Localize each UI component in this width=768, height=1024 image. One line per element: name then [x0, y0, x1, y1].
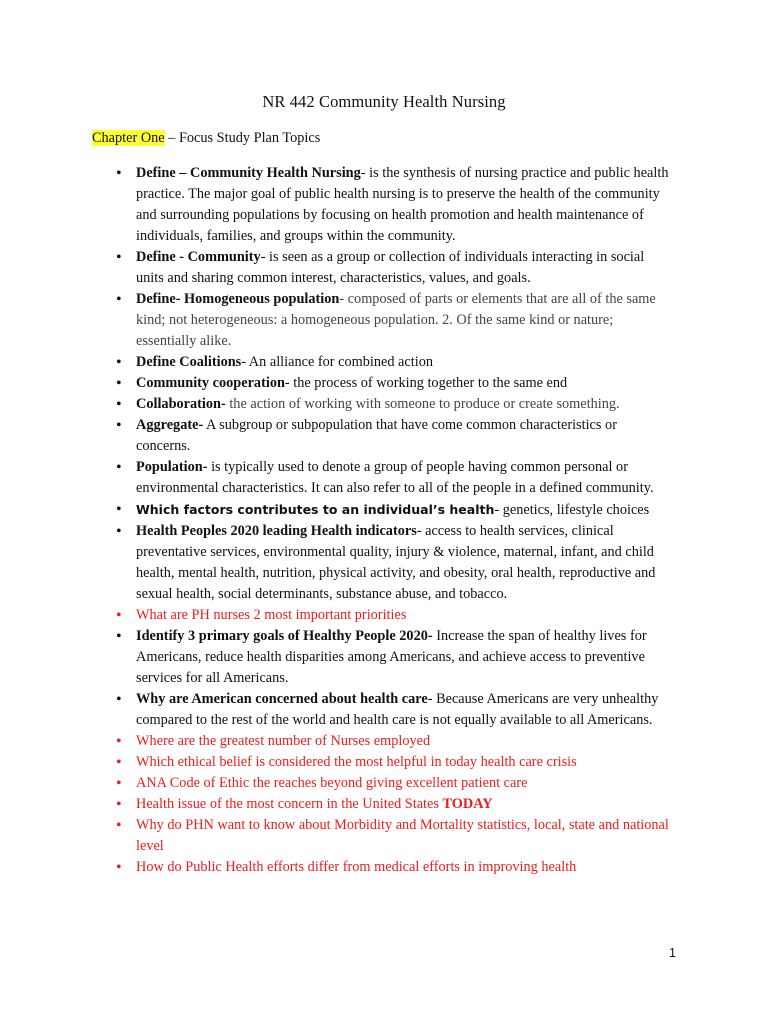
question-text: Why do PHN want to know about Morbidity and Mortality statistics, local, state and national level — [136, 817, 669, 854]
topic-text: - genetics, lifestyle choices — [494, 502, 650, 518]
list-item — [0, 415, 768, 457]
list-item-question — [0, 605, 768, 626]
list-item — [0, 457, 768, 499]
topic-list — [0, 163, 768, 878]
topic-term: Health Peoples 2020 leading Health indicators — [136, 523, 417, 539]
topic-text: - the process of working together to the same end — [284, 375, 568, 391]
topic-term: Define - Community — [136, 249, 261, 265]
topic-term: Define Coalitions — [136, 354, 242, 370]
page-number: 1 — [669, 946, 676, 960]
topic-text: - composed of parts or elements that are all of the same kind; not heterogeneous: a homogeneous population. 2. Of the same kind or nature; essentially alike. — [136, 291, 656, 349]
topic-text: the action of working with someone to produce or create something. — [225, 396, 620, 412]
topic-term: Which factors contributes to an individual’s health — [136, 502, 495, 517]
topic-term: Population- — [136, 459, 208, 475]
topic-text: - is the synthesis of nursing practice and public health practice. The major goal of public health nursing is to preserve the health of the community and surrounding populations by focusing on health promotion and health maintenance of individuals, families, and groups within the community. — [136, 165, 669, 244]
list-item — [0, 163, 768, 247]
topic-text: - An alliance for combined action — [241, 354, 433, 370]
topic-term: Collaboration- — [136, 396, 226, 412]
topic-text: is typically used to denote a group of people having common personal or environmental characteristics. It can also refer to all of the people in a defined community. — [136, 459, 654, 496]
list-item-question — [0, 752, 768, 773]
list-item-question — [0, 857, 768, 878]
chapter-separator: – — [164, 130, 179, 146]
topic-text: - is seen as a group or collection of individuals interacting in social units and sharing common interest, characteristics, values, and goals. — [136, 249, 645, 286]
question-text: Health issue of the most concern in the United States — [136, 796, 443, 812]
topic-term: Identify 3 primary goals of Healthy People 2020- — [136, 628, 433, 644]
list-item-question — [0, 794, 768, 815]
list-item-question — [0, 815, 768, 857]
topic-text: A subgroup or subpopulation that have come common characteristics or concerns. — [136, 417, 617, 454]
chapter-label-highlight: Chapter One — [92, 130, 165, 146]
list-item — [0, 499, 768, 521]
list-item — [0, 247, 768, 289]
topic-term: Define- Homogeneous population — [136, 291, 340, 307]
list-item — [0, 373, 768, 394]
topic-term: Define – Community Health Nursing — [136, 165, 361, 181]
topic-term: Aggregate- — [136, 417, 204, 433]
question-text: How do Public Health efforts differ from medical efforts in improving health — [136, 859, 577, 875]
list-item — [0, 394, 768, 415]
question-emphasis: TODAY — [442, 796, 493, 812]
list-item-question — [0, 773, 768, 794]
topic-text: Increase the span of healthy lives for Americans, reduce health disparities among Americans, and achieve access to preventive services for all Americans. — [136, 628, 647, 686]
list-item — [0, 521, 768, 605]
topic-text: - access to health services, clinical preventative services, environmental quality, injury & violence, maternal, infant, and child health, mental health, nutrition, physical activity, and obesity, oral health, reproductive and sexual health, social determinants, substance abuse, and tobacco. — [136, 523, 656, 602]
chapter-subtitle: Focus Study Plan Topics — [178, 130, 321, 146]
question-text: What are PH nurses 2 most important priorities — [136, 607, 407, 623]
question-text: Which ethical belief is considered the most helpful in today health care crisis — [136, 754, 577, 770]
topic-term: Community cooperation — [136, 375, 285, 391]
question-text: ANA Code of Ethic the reaches beyond giving excellent patient care — [136, 775, 528, 791]
list-item-question — [0, 731, 768, 752]
topic-term: Why are American concerned about health care — [136, 691, 428, 707]
list-item — [0, 626, 768, 689]
list-item — [0, 352, 768, 373]
question-text: Where are the greatest number of Nurses employed — [136, 733, 431, 749]
topic-text: - Because Americans are very unhealthy compared to the rest of the world and health care is not equally available to all Americans. — [136, 691, 659, 728]
chapter-heading — [92, 130, 320, 147]
list-item — [0, 689, 768, 731]
list-item — [0, 289, 768, 352]
document-title: NR 442 Community Health Nursing — [262, 92, 506, 111]
